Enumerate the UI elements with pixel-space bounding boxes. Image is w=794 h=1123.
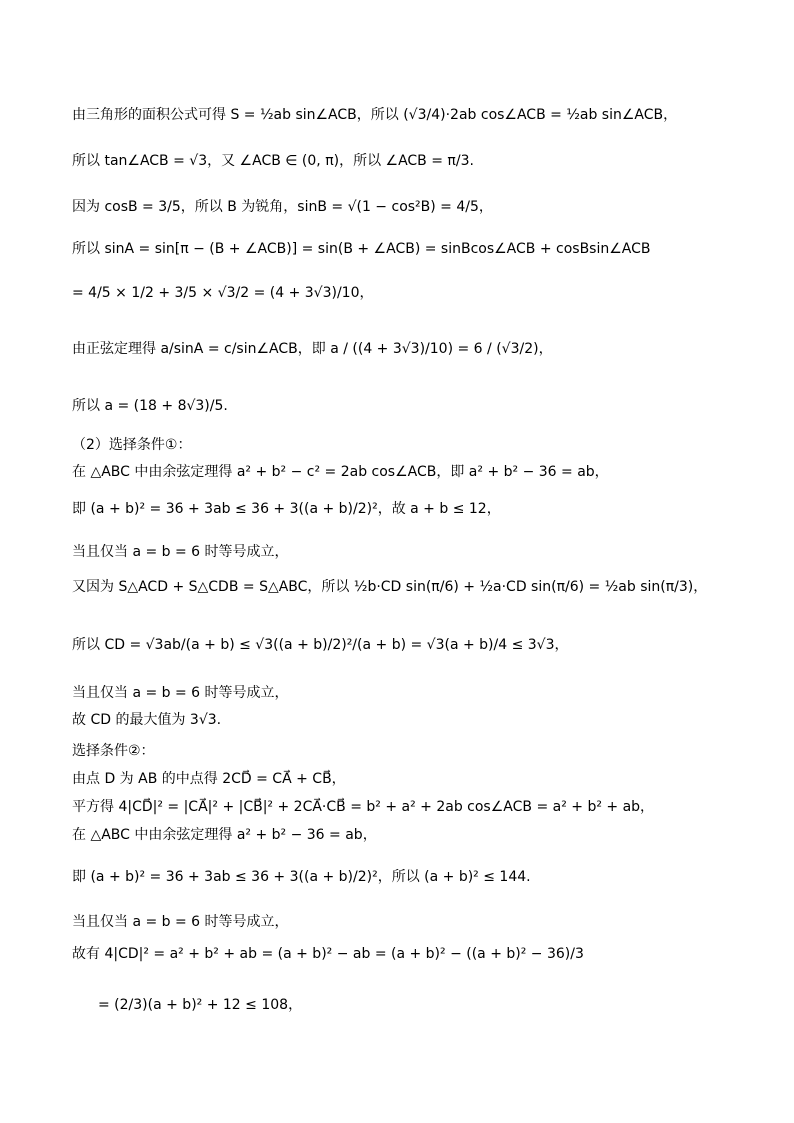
text-line-midpoint: 由点 D 为 AB 的中点得 2CD⃗ = CA⃗ + CB⃗， <box>72 771 346 787</box>
text-line-sine-law: 由正弦定理得 a/sinA = c/sin∠ACB，即 a / ((4 + 3√3)/10) = 6 / (√3/2)， <box>72 341 553 357</box>
text-line-equality-2: 当且仅当 a = b = 6 时等号成立， <box>72 685 289 701</box>
text-line-final: = (2/3)(a + b)² + 12 ≤ 108， <box>98 997 303 1013</box>
text-line-inequality-2: 即 (a + b)² = 36 + 3ab ≤ 36 + 3((a + b)/2)²，所以 (a + b)² ≤ 144. <box>72 869 531 885</box>
text-line-a-value: 所以 a = (18 + 8√3)/5. <box>72 398 228 414</box>
text-line-choice-1: （2）选择条件①： <box>72 437 192 453</box>
text-line-cosine-law-2: 在 △ABC 中由余弦定理得 a² + b² − 36 = ab， <box>72 827 377 843</box>
text-line-cosine-law: 在 △ABC 中由余弦定理得 a² + b² − c² = 2ab cos∠ACB，即 a² + b² − 36 = ab， <box>72 464 609 480</box>
text-line-cd: 所以 CD = √3ab/(a + b) ≤ √3((a + b)/2)²/(a + b) = √3(a + b)/4 ≤ 3√3， <box>72 637 569 653</box>
text-line-sina-value: = 4/5 × 1/2 + 3/5 × √3/2 = (4 + 3√3)/10， <box>72 285 374 301</box>
text-line-area-formula: 由三角形的面积公式可得 S = ½ab sin∠ACB，所以 (√3/4)·2ab cos∠ACB = ½ab sin∠ACB， <box>72 107 678 123</box>
text-line-square: 平方得 4|CD⃗|² = |CA⃗|² + |CB⃗|² + 2CA⃗·CB⃗ = b² + a² + 2ab cos∠ACB = a² + b² + ab， <box>72 799 655 815</box>
text-line-sina: 所以 sinA = sin[π − (B + ∠ACB)] = sin(B + ∠ACB) = sinBcos∠ACB + cosBsin∠ACB <box>72 241 651 257</box>
text-line-cd-squared: 故有 4|CD|² = a² + b² + ab = (a + b)² − ab = (a + b)² − ((a + b)² − 36)/3 <box>72 946 584 962</box>
text-line-equality-3: 当且仅当 a = b = 6 时等号成立， <box>72 914 289 930</box>
text-line-inequality: 即 (a + b)² = 36 + 3ab ≤ 36 + 3((a + b)/2)²，故 a + b ≤ 12， <box>72 501 501 517</box>
text-line-equality: 当且仅当 a = b = 6 时等号成立， <box>72 544 289 560</box>
text-line-choice-2: 选择条件②： <box>72 743 155 759</box>
text-line-area-sum: 又因为 S△ACD + S△CDB = S△ABC，所以 ½b·CD sin(π/6) + ½a·CD sin(π/6) = ½ab sin(π/3)， <box>72 579 708 595</box>
text-line-tan: 所以 tan∠ACB = √3，又 ∠ACB ∈ (0, π)，所以 ∠ACB = π/3. <box>72 153 474 169</box>
text-line-cd-max: 故 CD 的最大值为 3√3. <box>72 712 222 728</box>
text-line-cosb: 因为 cosB = 3/5，所以 B 为锐角，sinB = √(1 − cos²B) = 4/5， <box>72 199 493 215</box>
